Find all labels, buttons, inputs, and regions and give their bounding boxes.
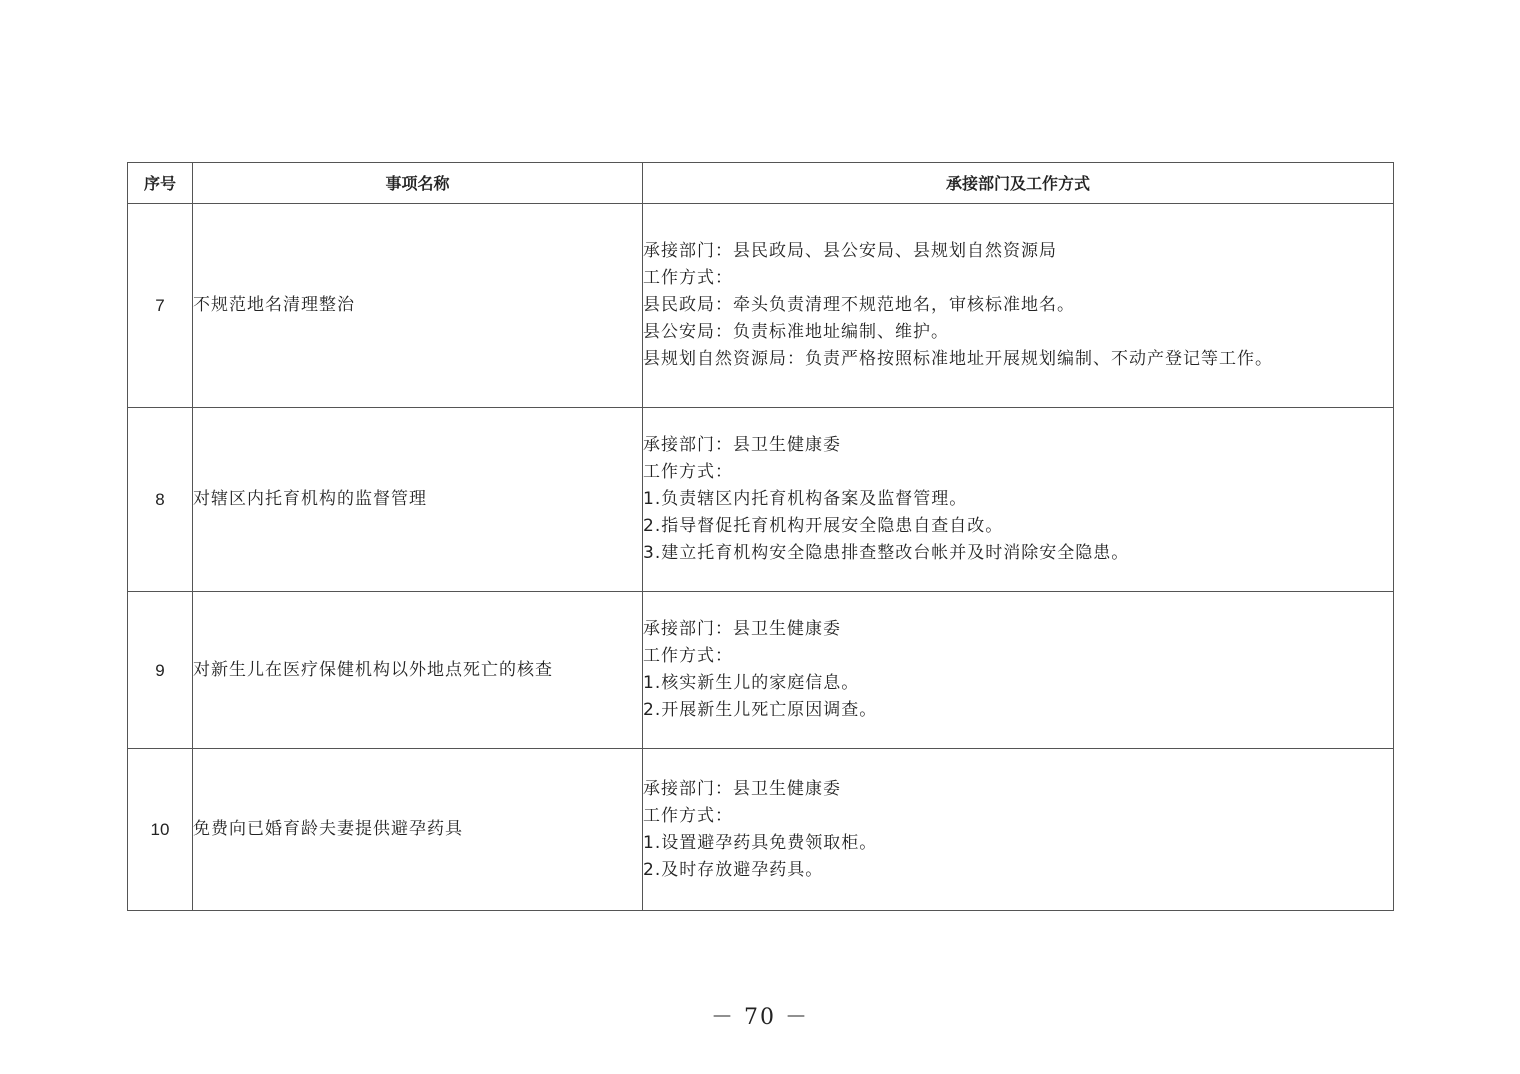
header-serial-number: 序号	[128, 163, 193, 204]
row-item-name: 免费向已婚育龄夫妻提供避孕药具	[193, 749, 643, 911]
dept-line: 承接部门：县卫生健康委	[643, 435, 841, 455]
dept-line: 1.设置避孕药具免费领取柜。	[643, 832, 878, 853]
row-item-name: 对新生儿在医疗保健机构以外地点死亡的核查	[193, 592, 643, 749]
row-item-name: 对辖区内托育机构的监督管理	[193, 408, 643, 592]
table-row	[128, 592, 1394, 749]
row-serial-number: 7	[128, 204, 193, 408]
dept-line: 工作方式：	[643, 805, 733, 826]
table-row	[128, 408, 1394, 592]
header-department-method: 承接部门及工作方式	[643, 163, 1394, 204]
row-serial-number: 10	[128, 749, 193, 911]
row-serial-number: 8	[128, 408, 193, 592]
dept-line: 县公安局：负责标准地址编制、维护。	[643, 322, 949, 342]
dept-line: 1.负责辖区内托育机构备案及监督管理。	[643, 489, 968, 509]
dept-line: 1.核实新生儿的家庭信息。	[643, 673, 860, 693]
dept-line: 承接部门：县卫生健康委	[643, 778, 841, 799]
header-item-name: 事项名称	[193, 163, 643, 204]
dept-line: 2.及时存放避孕药具。	[643, 859, 824, 880]
dept-line: 工作方式：	[643, 268, 733, 288]
dept-line: 工作方式：	[643, 646, 733, 666]
items-table	[127, 162, 1394, 911]
table-row	[128, 749, 1394, 911]
row-department-method	[643, 749, 1394, 911]
dept-line: 3.建立托育机构安全隐患排查整改台帐并及时消除安全隐患。	[643, 543, 1130, 563]
row-department-method	[643, 204, 1394, 408]
row-department-method	[643, 592, 1394, 749]
dept-line: 2.开展新生儿死亡原因调查。	[643, 700, 878, 720]
row-item-name: 不规范地名清理整治	[193, 204, 643, 408]
dept-line: 2.指导督促托育机构开展安全隐患自查自改。	[643, 516, 1004, 536]
table-header-row	[128, 163, 1394, 204]
dept-line: 承接部门：县民政局、县公安局、县规划自然资源局	[643, 241, 1057, 261]
dept-line: 承接部门：县卫生健康委	[643, 619, 841, 639]
dept-line: 县规划自然资源局：负责严格按照标准地址开展规划编制、不动产登记等工作。	[643, 349, 1273, 369]
page-number: － 70 －	[711, 1005, 809, 1030]
row-serial-number: 9	[128, 592, 193, 749]
table-row	[128, 204, 1394, 408]
row-department-method	[643, 408, 1394, 592]
dept-line: 县民政局：牵头负责清理不规范地名，审核标准地名。	[643, 295, 1075, 315]
dept-line: 工作方式：	[643, 462, 733, 482]
